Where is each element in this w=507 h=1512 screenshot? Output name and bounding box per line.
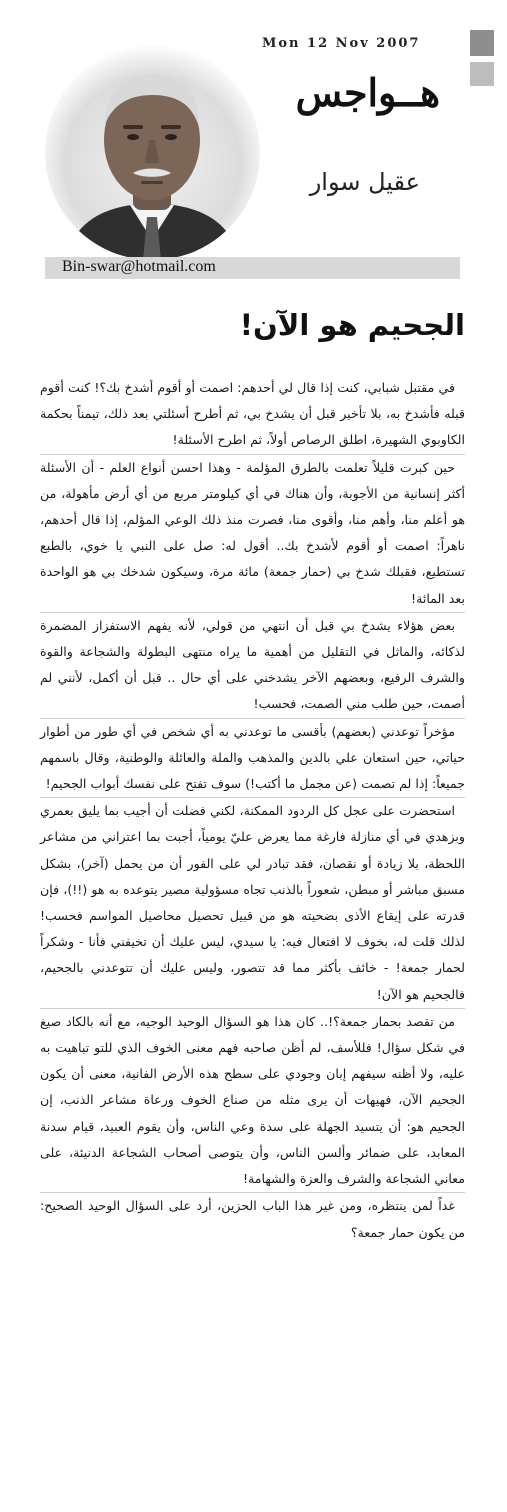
article-body — [40, 375, 465, 1246]
column-title: هــواجس — [295, 70, 440, 115]
author-photo — [45, 45, 260, 260]
article-headline: الجحيم هو الآن! — [239, 308, 465, 342]
article-paragraph: بعض هؤلاء يشدخ بي قبل أن انتهي من قولي، لأنه يفهم الاستفزاز المضمرة لذكائه، والماثل في التقليل من أهمية ما يراه منتهى البطولة والشجاعة والقوة والشرف الرفيع، وبعضهم الآخر يشدخني على أي حال .. قبل أن أكمل، لأنني لم أصمت، حين طلب مني الصمت، فحسب! — [40, 612, 465, 718]
issue-date: Mon 12 Nov 2007 — [262, 36, 421, 51]
author-email: Bin-swar@hotmail.com — [62, 258, 216, 275]
article-paragraph: استحضرت على عجل كل الردود الممكنة، لكني فضلت أن أجيب بما يليق بعمري وبزهدي في أي منازلة فارغة مما يعرض عليّ يومياً، أجبت بما اعتراني من مشاعر اللحظة، بلا زيادة أو نقصان، فقد تبادر لي على الفور أن من يحمل (آخر)، بشكل مسبق مباشر أو مبطن، شعوراً بالذنب تجاه مسؤولية مصير يتوعده به هو (!!)، فإن قدرته على إيقاع الأذى بضحيته هو من قبيل تحصيل محاصيل المواسم فحسب! لذلك قلت له، بخوف لا افتعال فيه: يا سيدي، ليس عليك أن تخيفني فأنا - وشكراً لحمار جمعة! - خائف بأكثر مما قد تتصور، وليس عليك أن تتوعدني بالجحيم، فالجحيم هو الآن! — [40, 797, 465, 1008]
article-paragraph: حين كبرت قليلاً تعلمت بالطرق المؤلمة - وهذا احسن أنواع العلم - أن الأسئلة أكثر إنسانية من الأجوبة، وأن هناك في أي كيلومتر مربع من أي أرض مأهولة، من هو أعلم منا، وأهم منا، وأقوى منا، فصرت منذ ذلك الوعي المؤلم، إذا قال أحدهم، ناهراً: اصمت أو أقوم لأشدخ بك.. أقول له: صل على النبي يا خوي، بالطبع تستطيع، فقبلك شدخ بي (حمار جمعة) مائة مرة، وسيكون شدخك بي هو الواحدة بعد المائة! — [40, 454, 465, 612]
article-paragraph: في مقتبل شبابي، كنت إذا قال لي أحدهم: اصمت أو أقوم أشدخ بك؟! كنت أقوم قبله فأشدخ به، بلا تأخير قبل أن يشدخ بي، ثم أطرح أسئلتي بعد ذلك، تيمناً بحكمة الكاوبوي الشهيرة، اطلق الرصاص أولاً، ثم اطرح الأسئلة! — [40, 380, 465, 448]
margin-marker-light — [470, 62, 494, 86]
article-paragraph: من تقصد بحمار جمعة؟!.. كان هذا هو السؤال الوحيد الوجيه، مع أنه بالكاد صيغ في شكل سؤال! فللأسف، لم أظن صاحبه فهم معنى الخوف الذي للتو تباهيت به عليه، ولا أظنه سيفهم إبان وجودي على سطح هذه الأرض الفانية، معنى أن يكون الجحيم الآن، فهيهات أن يرى مثله من صناع الخوف ورعاة مشاعر الذنب، إن الجحيم هو: أن يتسيد الجهلة على سدة وعي الناس، وأن يقوم العبيد، قيام سدنة المعابد، على ضمائر وألسن الناس، وأن يتوصى أصحاب الشجاعة الدنيئة، على معاني الشجاعة والشرف والعزة والشهامة! — [40, 1008, 465, 1192]
margin-marker-dark — [470, 30, 494, 56]
article-paragraph: غداً لمن ينتظره، ومن غير هذا الباب الحزين، أرد على السؤال الوحيد الصحيح: من يكون حمار جمعة؟ — [40, 1192, 465, 1245]
article-paragraph: مؤخراً توعدني (بعضهم) بأقسى ما توعدني به أي شخص في أي طور من أطوار حياتي، حين استعان علي بالدين والمذهب والملة والعائلة والوطنية، وقال باسمهم جميعاً: إذا لم تصمت (عن مجمل ما أكتب!) سوف تفتح على نفسك أبواب الجحيم! — [40, 718, 465, 798]
author-name: عقيل سوار — [309, 168, 420, 196]
